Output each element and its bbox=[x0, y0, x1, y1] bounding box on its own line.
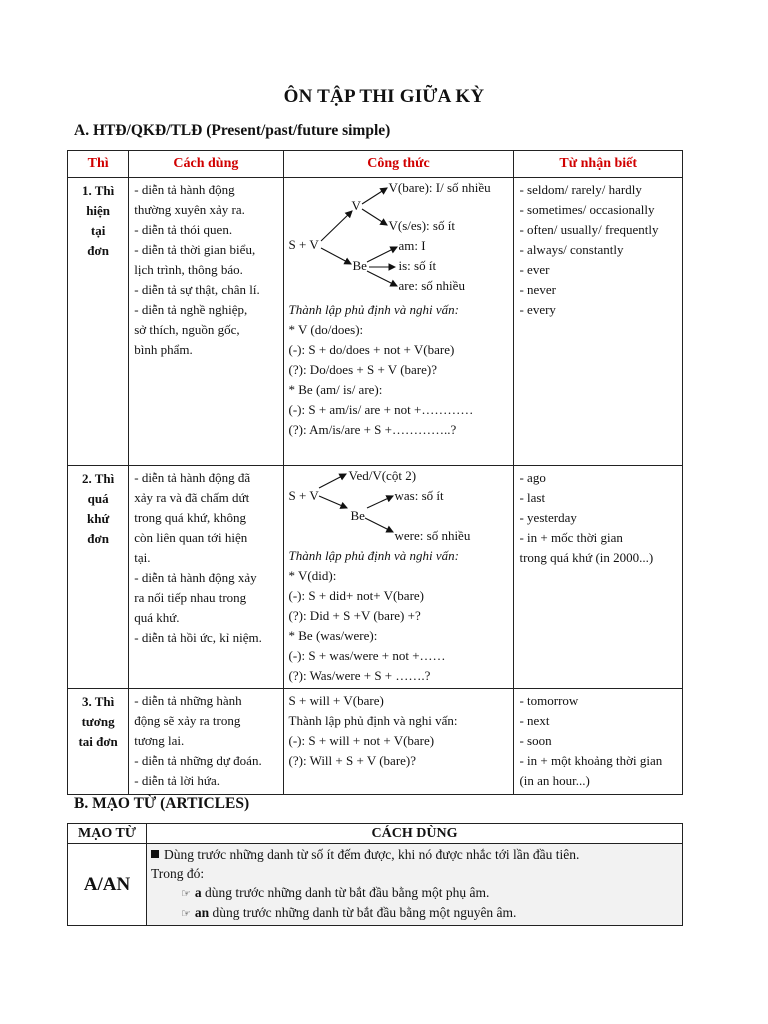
diagram-sv: S + V bbox=[288, 488, 319, 503]
usage-cell bbox=[129, 178, 283, 466]
formula-line: * V(did): bbox=[288, 568, 337, 583]
tense-line: tại bbox=[90, 223, 106, 238]
signal-line: - ago bbox=[519, 470, 546, 485]
usage-cell bbox=[129, 466, 283, 689]
formula-cell bbox=[283, 689, 514, 795]
usage-line: - diễn tả hành động bbox=[134, 182, 235, 197]
tense-name bbox=[68, 178, 129, 466]
diagram-vbare: V(bare): I/ số nhiều bbox=[388, 180, 491, 195]
tense-line: hiện bbox=[86, 203, 111, 218]
pointing-hand-icon: ☞ bbox=[181, 887, 191, 900]
present-simple-diagram bbox=[289, 178, 510, 300]
formula-line: (-): S + will + not + V(bare) bbox=[288, 733, 435, 748]
signal-line: - yesterday bbox=[519, 510, 577, 525]
article-name: A/AN bbox=[68, 844, 147, 926]
diagram-ved: Ved/V(cột 2) bbox=[348, 468, 417, 483]
signal-line: - often/ usually/ frequently bbox=[519, 222, 659, 237]
signal-line: - ever bbox=[519, 262, 550, 277]
usage-line: lịch trình, thông báo. bbox=[134, 262, 243, 277]
diagram-am: am: I bbox=[398, 238, 426, 253]
tense-line: đơn bbox=[87, 243, 109, 258]
diagram-be: Be bbox=[352, 258, 367, 273]
signal-line: - last bbox=[519, 490, 546, 505]
formula-line: (-): S + did+ not+ V(bare) bbox=[288, 588, 424, 603]
signal-line: - in + một khoảng thời gian bbox=[519, 753, 663, 768]
articles-table-header bbox=[68, 824, 683, 844]
formula-cell bbox=[283, 466, 514, 689]
tense-line: 2. Thì bbox=[81, 471, 115, 486]
signal-line: - every bbox=[519, 302, 556, 317]
usage-line: tại. bbox=[134, 550, 151, 565]
formula-line: (?): Do/does + S + V (bare)? bbox=[288, 362, 437, 377]
signal-line: - next bbox=[519, 713, 550, 728]
usage-line: - diễn tả hành động đã bbox=[134, 470, 251, 485]
diagram-v: V bbox=[351, 198, 361, 213]
signal-line: - always/ constantly bbox=[519, 242, 624, 257]
diagram-was: was: số ít bbox=[394, 488, 444, 503]
header-article: MẠO TỪ bbox=[68, 824, 147, 844]
section-b-heading: B. MẠO TỪ (ARTICLES) bbox=[74, 795, 250, 812]
tense-line: quá bbox=[87, 491, 109, 506]
usage-line: - diễn tả hồi ức, kỉ niệm. bbox=[134, 630, 262, 645]
formula-line: (?): Was/were + S + …….? bbox=[288, 668, 431, 683]
formula-line: * Be (am/ is/ are): bbox=[288, 382, 383, 397]
diagram-sv: S + V bbox=[288, 237, 319, 252]
header-usage: Cách dùng bbox=[129, 151, 283, 178]
table-row bbox=[68, 178, 683, 466]
tense-line: tương bbox=[81, 714, 115, 729]
formula-line: (?): Am/is/are + S +…………..? bbox=[288, 422, 457, 437]
formula-cell bbox=[283, 178, 514, 466]
signal-line: - never bbox=[519, 282, 556, 297]
header-formula: Công thức bbox=[283, 151, 514, 178]
usage-line: - diễn tả sự thật, chân lí. bbox=[134, 282, 260, 297]
signal-line: - in + mốc thời gian bbox=[519, 530, 623, 545]
article-usage-text: Dùng trước những danh từ số ít đếm được, khi nó được nhắc tới lần đầu tiên. bbox=[164, 847, 580, 862]
formula-line: * V (do/does): bbox=[288, 322, 364, 337]
tense-table bbox=[67, 150, 683, 795]
tense-line: 1. Thì bbox=[81, 183, 115, 198]
tense-name bbox=[68, 466, 129, 689]
formula-line: * Be (was/were): bbox=[288, 628, 378, 643]
article-a-rest: dùng trước những danh từ bắt đầu bằng một phụ âm. bbox=[201, 885, 490, 900]
usage-line: - diễn tả thói quen. bbox=[134, 222, 233, 237]
article-usage-line: Trong đó: bbox=[151, 866, 205, 881]
header-tense: Thì bbox=[68, 151, 129, 178]
article-an-word: an bbox=[194, 905, 210, 920]
usage-line: - diễn tả lời hứa. bbox=[134, 773, 220, 788]
signal-line: (in an hour...) bbox=[519, 773, 590, 788]
usage-line: trong quá khứ, không bbox=[134, 510, 246, 525]
signal-cell bbox=[514, 466, 683, 689]
usage-line: xảy ra và đã chấm dứt bbox=[134, 490, 250, 505]
signal-line: - sometimes/ occasionally bbox=[519, 202, 655, 217]
usage-line: tương lai. bbox=[134, 733, 185, 748]
article-usage-line bbox=[151, 883, 678, 903]
signal-line: trong quá khứ (in 2000...) bbox=[519, 550, 654, 565]
tense-table-header bbox=[68, 151, 683, 178]
signal-cell bbox=[514, 689, 683, 795]
header-usage: CÁCH DÙNG bbox=[147, 824, 683, 844]
table-row bbox=[68, 844, 683, 926]
usage-line: quá khứ. bbox=[134, 610, 180, 625]
usage-line: sở thích, nguồn gốc, bbox=[134, 322, 240, 337]
formula-line: (?): Will + S + V (bare)? bbox=[288, 753, 417, 768]
usage-line: bình phẩm. bbox=[134, 342, 193, 357]
tense-line: đơn bbox=[87, 531, 109, 546]
formula-title: Thành lập phủ định và nghi vấn: bbox=[288, 548, 459, 563]
formula-line: (-): S + was/were + not +…… bbox=[288, 648, 446, 663]
usage-line: - diễn tả những dự đoán. bbox=[134, 753, 262, 768]
article-usage-line bbox=[151, 845, 678, 864]
diagram-were: were: số nhiều bbox=[394, 528, 471, 543]
article-a-word: a bbox=[194, 885, 202, 900]
signal-line: - soon bbox=[519, 733, 552, 748]
square-bullet-icon bbox=[151, 850, 159, 858]
diagram-be: Be bbox=[350, 508, 365, 523]
formula-line: S + will + V(bare) bbox=[288, 693, 384, 708]
usage-line: - diễn tả nghề nghiệp, bbox=[134, 302, 248, 317]
page-title: ÔN TẬP THI GIỮA KỲ bbox=[283, 86, 485, 107]
usage-line: thường xuyên xảy ra. bbox=[134, 202, 245, 217]
diagram-are: are: số nhiều bbox=[398, 278, 465, 293]
table-row bbox=[68, 466, 683, 689]
diagram-vs: V(s/es): số ít bbox=[388, 218, 455, 233]
formula-line: (-): S + am/is/ are + not +………… bbox=[288, 402, 474, 417]
article-an-rest: dùng trước những danh từ bắt đầu bằng một nguyên âm. bbox=[209, 905, 517, 920]
diagram-is: is: số ít bbox=[398, 258, 437, 273]
usage-line: động sẽ xảy ra trong bbox=[134, 713, 241, 728]
table-row bbox=[68, 689, 683, 795]
past-simple-diagram bbox=[289, 466, 510, 546]
signal-cell bbox=[514, 178, 683, 466]
tense-line: tai đơn bbox=[78, 734, 118, 749]
article-usage-cell bbox=[147, 844, 683, 926]
usage-cell bbox=[129, 689, 283, 795]
signal-line: - seldom/ rarely/ hardly bbox=[519, 182, 642, 197]
usage-line: còn liên quan tới hiện bbox=[134, 530, 248, 545]
usage-line: - diễn tả hành động xảy bbox=[134, 570, 257, 585]
usage-line: ra nối tiếp nhau trong bbox=[134, 590, 247, 605]
header-signals: Từ nhận biết bbox=[514, 151, 683, 178]
formula-line: (-): S + do/does + not + V(bare) bbox=[288, 342, 455, 357]
usage-line: - diễn tả thời gian biểu, bbox=[134, 242, 256, 257]
articles-table bbox=[67, 823, 683, 926]
signal-line: - tomorrow bbox=[519, 693, 579, 708]
pointing-hand-icon: ☞ bbox=[181, 907, 191, 920]
article-usage-line bbox=[151, 903, 678, 923]
section-a-heading: A. HTĐ/QKĐ/TLĐ (Present/past/future simple) bbox=[74, 122, 391, 139]
formula-line: (?): Did + S +V (bare) +? bbox=[288, 608, 421, 623]
usage-line: - diễn tả những hành bbox=[134, 693, 242, 708]
formula-line: Thành lập phủ định và nghi vấn: bbox=[288, 713, 458, 728]
tense-line: khứ bbox=[86, 511, 110, 526]
formula-title: Thành lập phủ định và nghi vấn: bbox=[288, 302, 459, 317]
tense-name bbox=[68, 689, 129, 795]
tense-line: 3. Thì bbox=[81, 694, 115, 709]
